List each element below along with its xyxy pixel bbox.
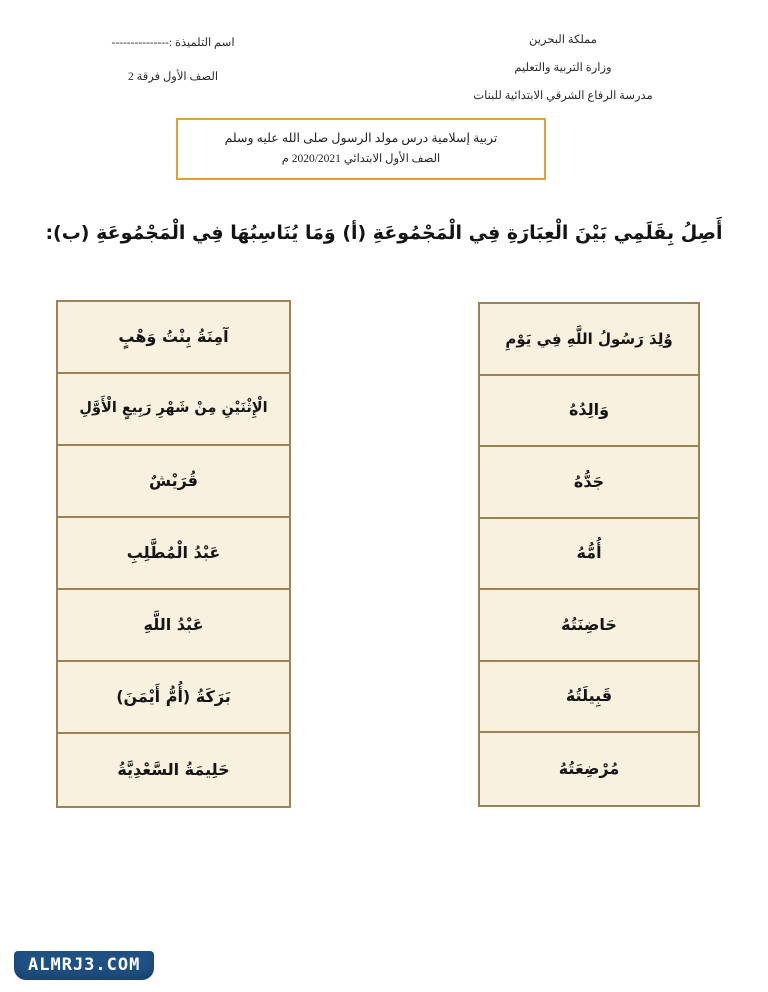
- match-option-label: أُمُّهُ: [576, 543, 602, 563]
- watermark-label: ALMRJ3.COM: [28, 955, 141, 975]
- table-row[interactable]: [58, 662, 289, 734]
- match-option-label: حَلِيمَةُ السَّعْدِيَّةُ: [117, 760, 230, 780]
- match-option-label: جَدُّهُ: [573, 471, 605, 491]
- table-row[interactable]: [58, 518, 289, 590]
- table-row[interactable]: [480, 376, 698, 448]
- table-row[interactable]: [58, 734, 289, 806]
- school-identity-block: [398, 26, 728, 110]
- lesson-subtitle: الصف الأول الابتدائي 2020/2021 م: [281, 153, 441, 165]
- school-line: مدرسة الرفاع الشرقي الابتدائية للبنات: [473, 90, 653, 102]
- match-option-label: بَرَكَةُ (أُمُّ أَيْمَنَ): [116, 687, 231, 707]
- match-option-label: وَالِدُهُ: [568, 400, 610, 420]
- table-row[interactable]: [58, 446, 289, 518]
- match-option-label: عَبْدُ اللَّهِ: [143, 615, 204, 635]
- matching-table-group-b: [56, 300, 291, 808]
- match-option-label: عَبْدُ الْمُطَّلِبِ: [126, 543, 221, 563]
- country-line: مملكة البحرين: [529, 34, 597, 46]
- ministry-line: وزارة التربية والتعليم: [514, 62, 612, 74]
- table-row[interactable]: [480, 662, 698, 734]
- table-row[interactable]: [58, 590, 289, 662]
- table-row[interactable]: [480, 590, 698, 662]
- match-option-label: قَبِيلَتُهُ: [565, 686, 613, 706]
- match-option-label: الْإِثْنَيْنِ مِنْ شَهْرِ رَبِيعٍ الْأَوَّلِ: [79, 400, 268, 417]
- lesson-title: تربية إسلامية درس مولد الرسول صلى الله عليه وسلم: [224, 131, 498, 145]
- table-row[interactable]: [480, 304, 698, 376]
- table-row[interactable]: [480, 733, 698, 805]
- table-row[interactable]: [58, 374, 289, 446]
- exercise-instruction: أَصِلُ بِقَلَمِي بَيْنَ الْعِبَارَةِ فِي الْمَجْمُوعَةِ (أ) وَمَا يُنَاسِبُهَا فِي الْمَجْمُوعَةِ (ب):: [45, 222, 723, 244]
- table-row[interactable]: [480, 519, 698, 591]
- lesson-title-box: [176, 118, 546, 180]
- student-identity-block: [48, 26, 298, 94]
- match-option-label: وُلِدَ رَسُولُ اللَّهِ فِي يَوْمِ: [505, 329, 673, 348]
- page-header: [0, 26, 768, 121]
- class-section-line: الصف الأول فرقة 2: [127, 71, 219, 83]
- table-row[interactable]: [480, 447, 698, 519]
- table-row[interactable]: [58, 302, 289, 374]
- match-option-label: حَاضِنَتُهُ: [561, 614, 617, 634]
- match-option-label: مُرْضِعَتُهُ: [558, 758, 620, 778]
- site-watermark-badge: [14, 951, 154, 980]
- match-option-label: قُرَيْشٌ: [148, 471, 199, 491]
- student-name-field[interactable]: اسم التلميذة :---------------: [111, 37, 235, 49]
- match-option-label: آمِنَةُ بِنْتُ وَهْبٍ: [118, 327, 229, 347]
- matching-table-group-a: [478, 302, 700, 807]
